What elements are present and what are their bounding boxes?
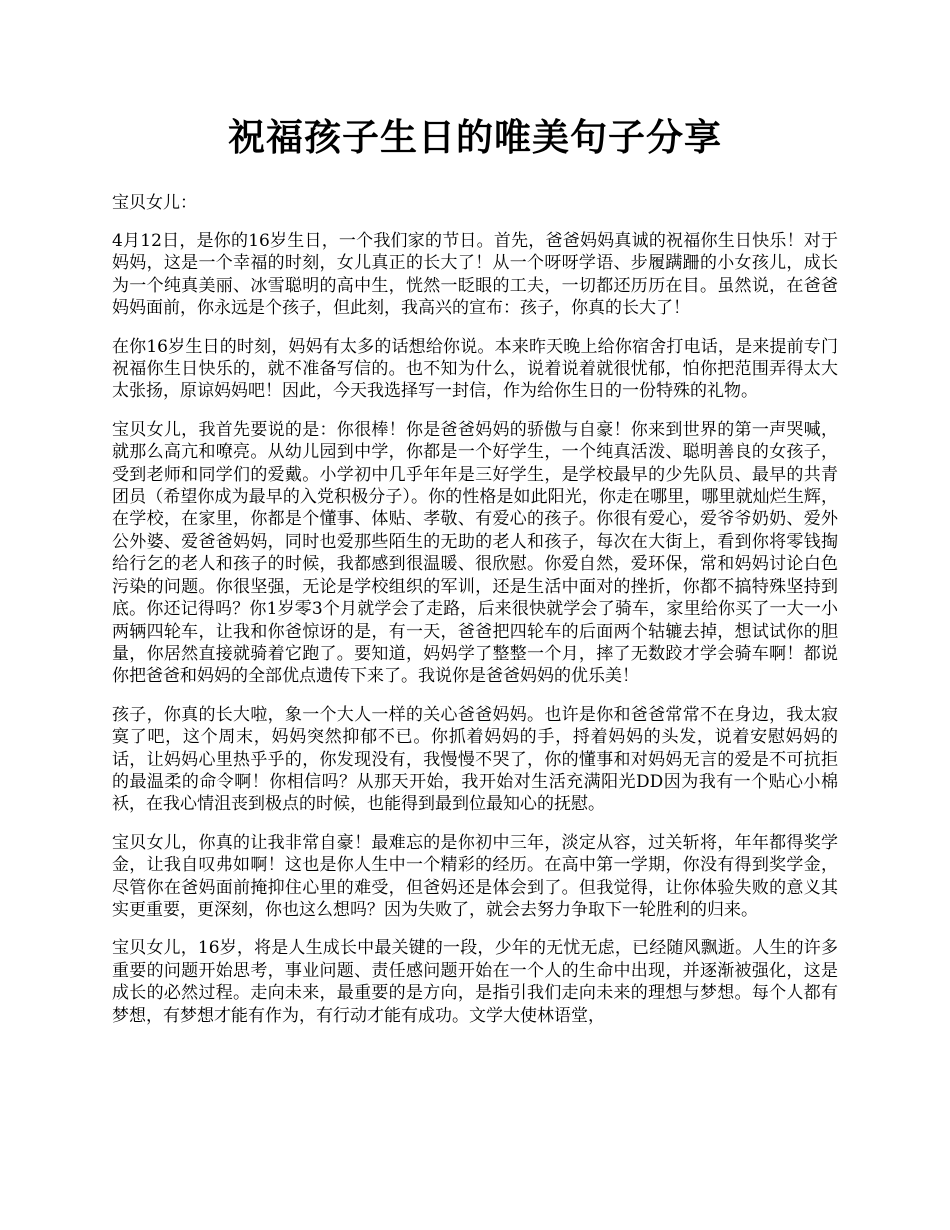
paragraph-3: 宝贝女儿，我首先要说的是：你很棒！你是爸爸妈妈的骄傲与自豪！你来到世界的第一声哭喊，就那么高亢和嘹亮。从幼儿园到中学，你都是一个好学生，一个纯真活泼、聪明善良的女孩子，受到老师和同学们的爱戴。小学初中几乎年年是三好学生，是学校最早的少先队员、最早的共青团员（希望你成为最早的入党积极分子）。你的性格是如此阳光，你走在哪里，哪里就灿烂生辉，在学校，在家里，你都是个懂事、体贴、孝敬、有爱心的孩子。你很有爱心，爱爷爷奶奶、爱外公外婆、爱爸爸妈妈，同时也爱那些陌生的无助的老人和孩子，每次在大街上，看到你将零钱掏给行乞的老人和孩子的时候，我都感到很温暖、很欣慰。你爱自然，爱环保，常和妈妈讨论白色污染的问题。你很坚强，无论是学校组织的军训，还是生活中面对的挫折，你都不搞特殊坚持到底。你还记得吗？你1岁零3个月就学会了走路，后来很快就学会了骑车，家里给你买了一大一小两辆四轮车，让我和你爸惊讶的是，有一天，爸爸把四轮车的后面两个轱辘去掉，想试试你的胆量，你居然直接就骑着它跑了。要知道，妈妈学了整整一个月，摔了无数跤才学会骑车啊！都说你把爸爸和妈妈的全部优点遗传下来了。我说你是爸爸妈妈的优乐美！ — [112, 419, 838, 687]
paragraph-6: 宝贝女儿，16岁，将是人生成长中最关键的一段，少年的无忧无虑，已经随风飘逝。人生的许多重要的问题开始思考，事业问题、责任感问题开始在一个人的生命中出现，并逐渐被强化，这是成长的必然过程。走向未来，最重要的是方向，是指引我们走向未来的理想与梦想。每个人都有梦想，有梦想才能有作为，有行动才能有成功。文学大使林语堂， — [112, 938, 838, 1026]
paragraph-4: 孩子，你真的长大啦，象一个大人一样的关心爸爸妈妈。也许是你和爸爸常常不在身边，我太寂寞了吧，这个周末，妈妈突然抑郁不已。你抓着妈妈的手，捋着妈妈的头发，说着安慰妈妈的话，让妈妈心里热乎乎的，你发现没有，我慢慢不哭了，你的懂事和对妈妈无言的爱是不可抗拒的最温柔的命令啊！你相信吗？从那天开始，我开始对生活充满阳光DD因为我有一个贴心小棉袄，在我心情沮丧到极点的时候，也能得到最到位最知心的抚慰。 — [112, 704, 838, 815]
document-title: 祝福孩子生日的唯美句子分享 — [228, 115, 722, 159]
paragraph-2: 在你16岁生日的时刻，妈妈有太多的话想给你说。本来昨天晚上给你宿舍打电话，是来提前专门祝福你生日快乐的，就不准备写信的。也不知为什么，说着说着就很忧郁，怕你把范围弄得太大太张扬，原谅妈妈吧！因此，今天我选择写一封信，作为给你生日的一份特殊的礼物。 — [112, 336, 838, 402]
paragraph-5: 宝贝女儿，你真的让我非常自豪！最难忘的是你初中三年，淡定从容，过关斩将，年年都得奖学金，让我自叹弗如啊！这也是你人生中一个精彩的经历。在高中第一学期，你没有得到奖学金，尽管你在爸妈面前掩抑住心里的难受，但爸妈还是体会到了。但我觉得，让你体验失败的意义其实更重要，更深刻，你也这么想吗？因为失败了，就会去努力争取下一轮胜利的归来。 — [112, 832, 838, 920]
salutation: 宝贝女儿： — [112, 193, 197, 213]
paragraph-1: 4月12日，是你的16岁生日，一个我们家的节日。首先，爸爸妈妈真诚的祝福你生日快乐！对于妈妈，这是一个幸福的时刻，女儿真正的长大了！从一个呀呀学语、步履蹒跚的小女孩儿，成长为一个纯真美丽、冰雪聪明的高中生，恍然一眨眼的工夫，一切都还历历在目。虽然说，在爸爸妈妈面前，你永远是个孩子，但此刻，我高兴的宣布：孩子，你真的长大了！ — [112, 231, 838, 319]
